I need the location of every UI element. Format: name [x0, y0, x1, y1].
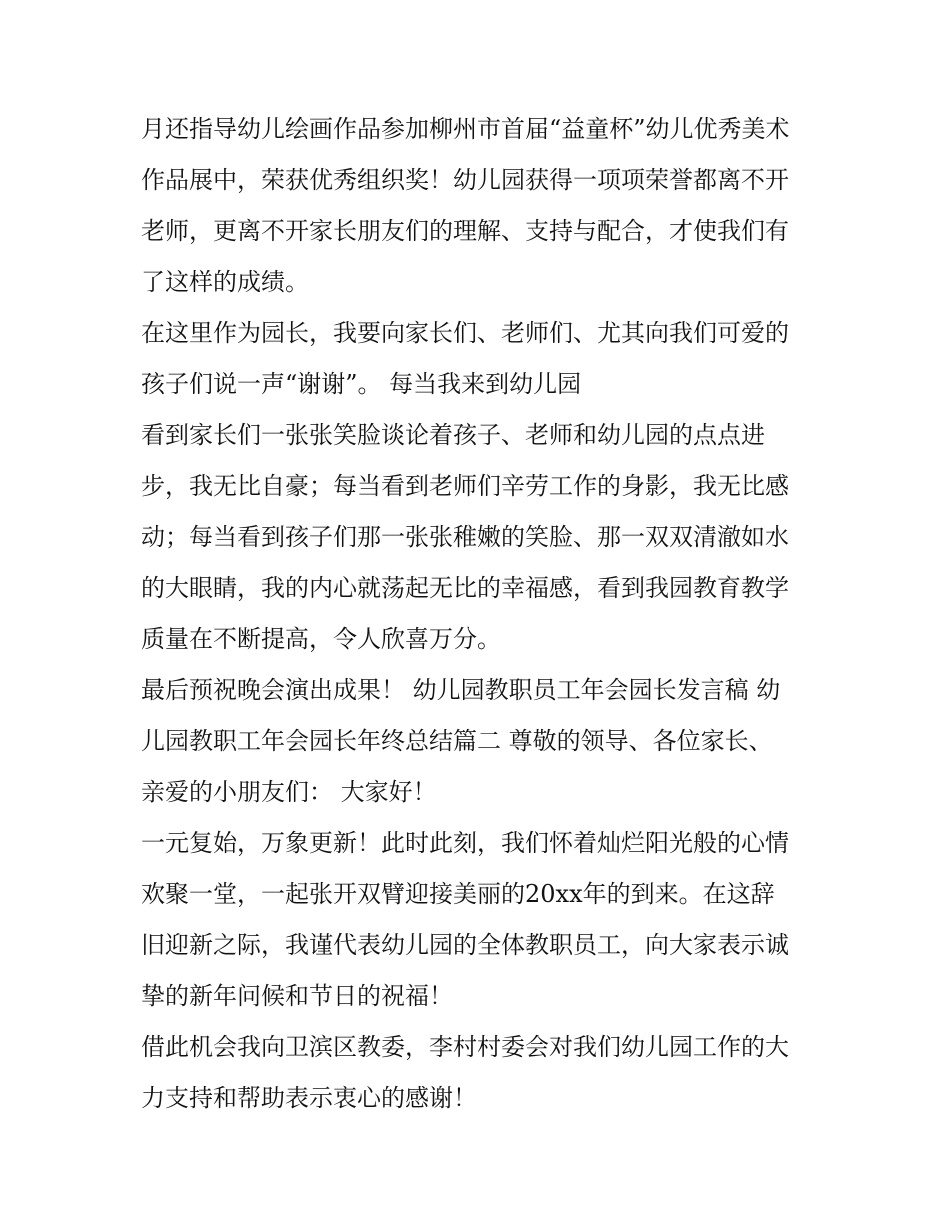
text-line: 力支持和帮助表示衷心的感谢！: [141, 1084, 477, 1112]
text-line: 亲爱的小朋友们： 大家好！: [141, 778, 437, 806]
text-line: 质量在不断提高，令人欣喜万分。: [141, 625, 501, 653]
text-line: 了这样的成绩。: [141, 268, 309, 296]
text-line: 儿园教职工年会园长年终总结篇二 尊敬的领导、各位家长、: [141, 727, 773, 755]
text-line: 孩子们说一声“谢谢”。 每当我来到幼儿园: [141, 370, 582, 398]
text-line: 动；每当看到孩子们那一张张稚嫩的笑脸、那一双双清澈如水: [141, 523, 789, 551]
text-line: 看到家长们一张张笑脸谈论着孩子、老师和幼儿园的点点进: [141, 421, 765, 449]
text-line: 最后预祝晚会演出成果！ 幼儿园教职员工年会园长发言稿 幼: [141, 676, 781, 704]
document-body: [141, 104, 821, 1124]
text-line: 的大眼睛，我的内心就荡起无比的幸福感，看到我园教育教学: [141, 574, 789, 602]
text-line: 一元复始，万象更新！此时此刻，我们怀着灿烂阳光般的心情: [141, 829, 789, 857]
text-line: 作品展中，荣获优秀组织奖！幼儿园获得一项项荣誉都离不开: [141, 166, 789, 194]
text-line: 步，我无比自豪；每当看到老师们辛劳工作的身影，我无比感: [141, 472, 789, 500]
text-line: 月还指导幼儿绘画作品参加柳州市首届“益童杯”幼儿优秀美术: [141, 115, 790, 143]
text-line: 挚的新年问候和节日的祝福！: [141, 982, 453, 1010]
text-line: 老师，更离不开家长朋友们的理解、支持与配合，才使我们有: [141, 217, 789, 245]
text-line: 欢聚一堂，一起张开双臂迎接美丽的20xx年的到来。在这辞: [141, 880, 775, 908]
text-line: 在这里作为园长，我要向家长们、老师们、尤其向我们可爱的: [141, 319, 789, 347]
text-line: 旧迎新之际，我谨代表幼儿园的全体教职员工，向大家表示诚: [141, 931, 789, 959]
text-line: 借此机会我向卫滨区教委，李村村委会对我们幼儿园工作的大: [141, 1033, 789, 1061]
